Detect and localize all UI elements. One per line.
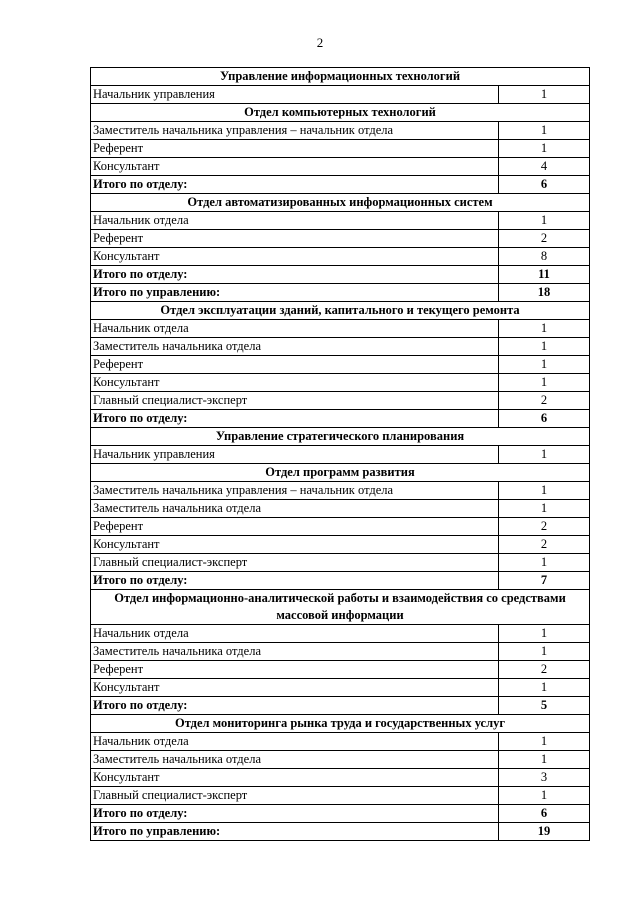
position-name: Заместитель начальника отдела — [91, 500, 499, 518]
staffing-table-body — [91, 68, 590, 841]
position-row — [91, 392, 590, 410]
position-name: Заместитель начальника отдела — [91, 643, 499, 661]
position-count: 1 — [499, 500, 590, 518]
position-row — [91, 679, 590, 697]
position-count: 1 — [499, 374, 590, 392]
section-title: Управление стратегического планирования — [91, 428, 590, 446]
section-title: Отдел информационно-аналитической работы и взаимодействия со средствами массовой информации — [91, 590, 590, 625]
position-row — [91, 751, 590, 769]
position-count: 2 — [499, 536, 590, 554]
position-name: Заместитель начальника отдела — [91, 751, 499, 769]
total-row — [91, 284, 590, 302]
total-row — [91, 176, 590, 194]
position-row — [91, 446, 590, 464]
position-row — [91, 86, 590, 104]
position-row — [91, 338, 590, 356]
position-row — [91, 733, 590, 751]
position-name: Главный специалист-эксперт — [91, 554, 499, 572]
position-name: Консультант — [91, 248, 499, 266]
position-count: 1 — [499, 554, 590, 572]
position-row — [91, 625, 590, 643]
position-row — [91, 482, 590, 500]
total-label: Итого по отделу: — [91, 176, 499, 194]
position-row — [91, 500, 590, 518]
position-count: 2 — [499, 230, 590, 248]
total-label: Итого по отделу: — [91, 697, 499, 715]
position-count: 2 — [499, 518, 590, 536]
total-count: 6 — [499, 410, 590, 428]
position-count: 1 — [499, 356, 590, 374]
position-count: 1 — [499, 446, 590, 464]
position-count: 1 — [499, 212, 590, 230]
position-name: Консультант — [91, 769, 499, 787]
position-count: 1 — [499, 787, 590, 805]
section-header-row — [91, 715, 590, 733]
position-count: 1 — [499, 140, 590, 158]
section-title: Отдел мониторинга рынка труда и государственных услуг — [91, 715, 590, 733]
total-label: Итого по управлению: — [91, 284, 499, 302]
section-header-row — [91, 302, 590, 320]
position-row — [91, 554, 590, 572]
section-title: Отдел программ развития — [91, 464, 590, 482]
position-name: Начальник отдела — [91, 320, 499, 338]
position-count: 1 — [499, 86, 590, 104]
position-name: Референт — [91, 140, 499, 158]
section-title: Отдел эксплуатации зданий, капитального и текущего ремонта — [91, 302, 590, 320]
position-name: Консультант — [91, 158, 499, 176]
total-label: Итого по отделу: — [91, 410, 499, 428]
total-row — [91, 697, 590, 715]
position-name: Заместитель начальника управления – начальник отдела — [91, 482, 499, 500]
section-header-row — [91, 464, 590, 482]
section-title: Управление информационных технологий — [91, 68, 590, 86]
position-name: Заместитель начальника отдела — [91, 338, 499, 356]
position-count: 1 — [499, 679, 590, 697]
position-count: 2 — [499, 392, 590, 410]
total-row — [91, 823, 590, 841]
position-name: Начальник управления — [91, 86, 499, 104]
section-header-row — [91, 428, 590, 446]
position-count: 1 — [499, 643, 590, 661]
total-count: 6 — [499, 805, 590, 823]
total-label: Итого по отделу: — [91, 805, 499, 823]
position-name: Главный специалист-эксперт — [91, 787, 499, 805]
position-row — [91, 122, 590, 140]
position-row — [91, 536, 590, 554]
position-name: Главный специалист-эксперт — [91, 392, 499, 410]
section-header-row — [91, 104, 590, 122]
total-row — [91, 805, 590, 823]
position-count: 3 — [499, 769, 590, 787]
position-row — [91, 643, 590, 661]
total-row — [91, 410, 590, 428]
position-name: Референт — [91, 230, 499, 248]
position-count: 1 — [499, 482, 590, 500]
total-label: Итого по отделу: — [91, 572, 499, 590]
position-name: Начальник отдела — [91, 212, 499, 230]
position-count: 2 — [499, 661, 590, 679]
section-header-row — [91, 590, 590, 625]
position-name: Референт — [91, 356, 499, 374]
position-count: 1 — [499, 733, 590, 751]
position-name: Референт — [91, 518, 499, 536]
position-row — [91, 374, 590, 392]
total-row — [91, 266, 590, 284]
position-name: Начальник отдела — [91, 733, 499, 751]
position-count: 1 — [499, 751, 590, 769]
position-row — [91, 248, 590, 266]
position-name: Консультант — [91, 536, 499, 554]
section-title: Отдел автоматизированных информационных систем — [91, 194, 590, 212]
section-title: Отдел компьютерных технологий — [91, 104, 590, 122]
position-count: 4 — [499, 158, 590, 176]
position-count: 1 — [499, 625, 590, 643]
position-row — [91, 158, 590, 176]
total-count: 11 — [499, 266, 590, 284]
total-count: 18 — [499, 284, 590, 302]
page-number: 2 — [316, 35, 324, 50]
position-count: 1 — [499, 122, 590, 140]
total-count: 5 — [499, 697, 590, 715]
section-header-row — [91, 68, 590, 86]
staffing-table — [90, 67, 590, 841]
position-count: 1 — [499, 320, 590, 338]
total-label: Итого по управлению: — [91, 823, 499, 841]
total-label: Итого по отделу: — [91, 266, 499, 284]
position-name: Заместитель начальника управления – начальник отдела — [91, 122, 499, 140]
position-name: Консультант — [91, 679, 499, 697]
position-row — [91, 356, 590, 374]
total-count: 7 — [499, 572, 590, 590]
total-count: 19 — [499, 823, 590, 841]
section-header-row — [91, 194, 590, 212]
position-name: Начальник управления — [91, 446, 499, 464]
position-row — [91, 320, 590, 338]
position-name: Консультант — [91, 374, 499, 392]
position-row — [91, 661, 590, 679]
position-name: Референт — [91, 661, 499, 679]
position-row — [91, 140, 590, 158]
position-name: Начальник отдела — [91, 625, 499, 643]
position-row — [91, 212, 590, 230]
position-row — [91, 787, 590, 805]
total-count: 6 — [499, 176, 590, 194]
position-count: 1 — [499, 338, 590, 356]
position-count: 8 — [499, 248, 590, 266]
total-row — [91, 572, 590, 590]
position-row — [91, 769, 590, 787]
position-row — [91, 230, 590, 248]
position-row — [91, 518, 590, 536]
